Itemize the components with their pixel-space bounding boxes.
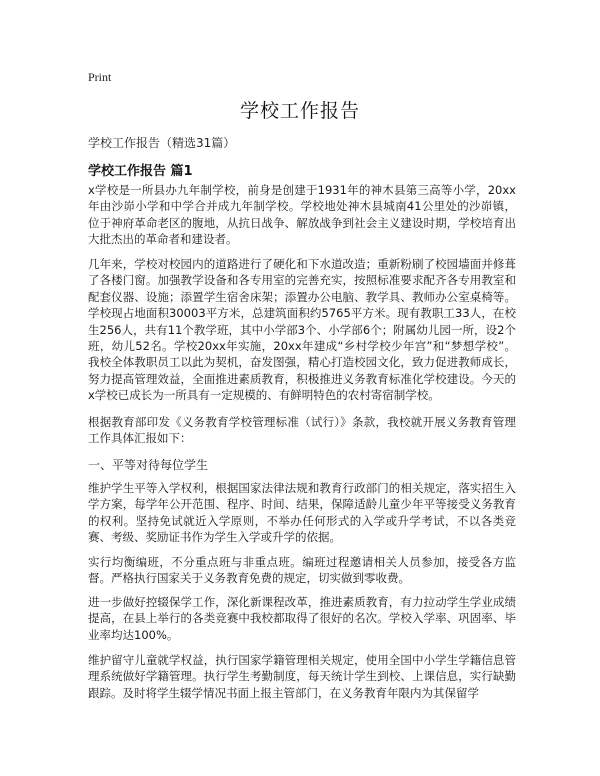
paragraph-dropout-control: 进一步做好控辍保学工作，深化新课程改革，推进素质教育，有力拉动学生学业成绩提高，在县上举行的各类竞赛中我校都取得了很好的名次。学校入学率、巩固率、毕业率均达100%。 — [88, 595, 516, 642]
document-title: 学校工作报告 — [239, 100, 360, 122]
document-subtitle: 学校工作报告（精选31篇） — [88, 136, 236, 150]
section-heading: 学校工作报告 篇1 — [88, 164, 193, 179]
paragraph-left-behind-children: 维护留守儿童就学权益，执行国家学籍管理相关规定，使用全国中小学生学籍信息管理系统做好学籍管理。执行学生考勤制度，每天统计学生到校、上课信息，实行缺勤跟踪。及时将学生辍学情况书面上报主管部门，在义务教育年限内为其保留学 — [88, 653, 516, 700]
paragraph-facilities: 几年来，学校对校园内的道路进行了硬化和下水道改造；重新粉刷了校园墙面并修葺了各楼门窗。加强教学设备和各专用室的完善充实，按照标准要求配齐各专用教室和配套仪器、设施；添置学生宿舍床架；添置办公电脑、教学具、教师办公室桌椅等。学校现占地面积30003平方米，总建筑面积约5765平方米。现有教职工33人，在校生256人，共有11个教学班，其中小学部3个、小学部6个；附属幼儿园一所，设2个班，幼儿52名。学校20xx年实施，20xx年建成“乡村学校少年宫”和“梦想学校”。我校全体教职员工以此为契机，奋发图强，精心打造校园文化，致力促进教师成长，努力提高管理效益，全面推进素质教育，积极推进义务教育标准化学校建设。今天的x学校已成长为一所具有一定规模的、有鲜明特色的农村寄宿制学校。 — [88, 257, 516, 403]
paragraph-class-assignment: 实行均衡编班，不分重点班与非重点班。编班过程邀请相关人员参加，接受各方监督。严格执行国家关于义务教育免费的规定，切实做到零收费。 — [88, 555, 516, 586]
paragraph-enrollment-rights: 维护学生平等入学权利，根据国家法律法规和教育行政部门的相关规定，落实招生入学方案，每学年公开范围、程序、时间、结果，保障适龄儿童少年平等接受义务教育的权利。坚持免试就近入学原则，不举办任何形式的入学或升学考试，不以各类竞赛、考级、奖励证书作为学生入学或升学的依据。 — [88, 481, 516, 545]
paragraph-intro: x学校是一所县办九年制学校，前身是创建于1931年的神木县第三高等小学，20xx年由沙峁小学和中学合并成九年制学校。学校地处神木县城南41公里处的沙峁镇，位于神府革命老区的腹地，从抗日战争、解放战争到社会主义建设时期，学校培育出大批杰出的革命者和建设者。 — [88, 183, 516, 247]
subheading-equal-treatment: 一、平等对待每位学生 — [88, 458, 209, 472]
paragraph-report-basis: 根据教育部印发《义务教育学校管理标准（试行）》条款，我校就开展义务教育管理工作具体汇报如下： — [88, 415, 516, 446]
print-link[interactable]: Print — [88, 70, 112, 84]
